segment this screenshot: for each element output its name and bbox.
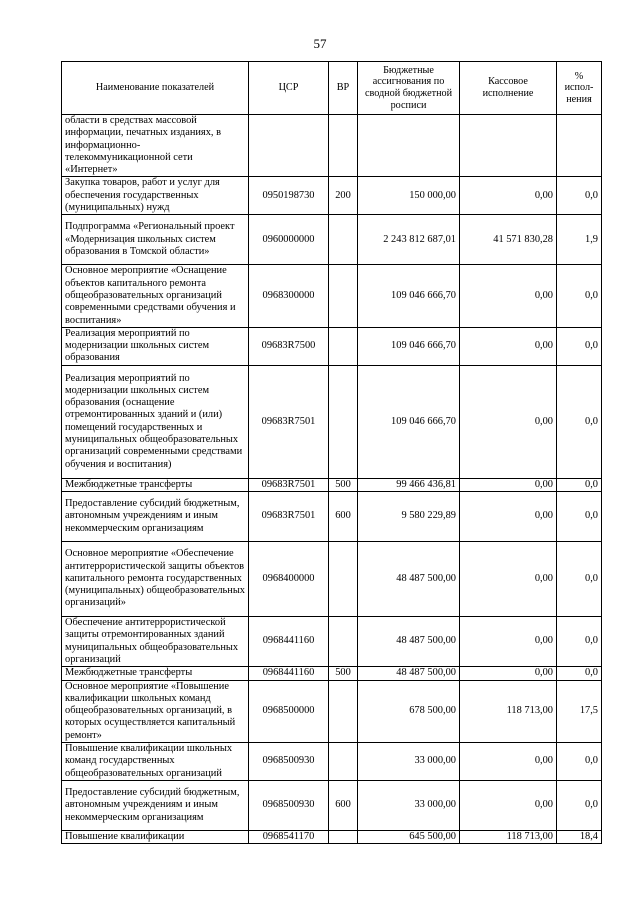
table-row — [62, 780, 602, 830]
row-name: Реализация мероприятий по модернизации школьных систем образования (оснащение отремонтированных зданий и (или) помещений государственных и муниципальных общеобразовательных организаций современными средствами обучения и воспитания) — [62, 365, 249, 478]
row-csr: 0968441160 — [249, 667, 329, 680]
row-vr — [329, 542, 358, 617]
row-name: Повышение квалификации школьных команд государственных общеобразовательных организаций — [62, 743, 249, 781]
row-csr: 0950198730 — [249, 177, 329, 215]
row-vr: 600 — [329, 780, 358, 830]
header-percent: % испол-нения — [557, 62, 602, 115]
header-execution: Кассовое исполнение — [460, 62, 557, 115]
row-percent: 0,0 — [557, 667, 602, 680]
row-vr — [329, 327, 358, 365]
row-percent: 0,0 — [557, 265, 602, 327]
table-row — [62, 265, 602, 327]
row-csr: 0968400000 — [249, 542, 329, 617]
table-row — [62, 542, 602, 617]
row-assignments: 2 243 812 687,01 — [358, 215, 460, 265]
header-assignments: Бюджетные ассигнования по сводной бюджетной росписи — [358, 62, 460, 115]
row-vr — [329, 115, 358, 177]
table-row — [62, 830, 602, 843]
row-assignments: 645 500,00 — [358, 830, 460, 843]
table-row — [62, 492, 602, 542]
row-execution: 0,00 — [460, 365, 557, 478]
row-percent: 0,0 — [557, 478, 602, 491]
row-percent: 1,9 — [557, 215, 602, 265]
row-vr: 500 — [329, 478, 358, 491]
header-csr: ЦСР — [249, 62, 329, 115]
row-assignments: 48 487 500,00 — [358, 542, 460, 617]
row-assignments: 109 046 666,70 — [358, 365, 460, 478]
header-vr: ВР — [329, 62, 358, 115]
row-csr: 09683R7501 — [249, 492, 329, 542]
row-name: Повышение квалификации — [62, 830, 249, 843]
table-row — [62, 115, 602, 177]
row-execution: 0,00 — [460, 667, 557, 680]
row-csr: 0968300000 — [249, 265, 329, 327]
row-percent: 0,0 — [557, 743, 602, 781]
table-row — [62, 215, 602, 265]
row-csr: 0968500930 — [249, 780, 329, 830]
row-vr: 500 — [329, 667, 358, 680]
row-percent: 0,0 — [557, 177, 602, 215]
row-execution: 0,00 — [460, 265, 557, 327]
header-row — [62, 62, 602, 115]
row-percent: 0,0 — [557, 617, 602, 667]
row-csr: 09683R7501 — [249, 478, 329, 491]
table-row — [62, 327, 602, 365]
row-percent: 0,0 — [557, 365, 602, 478]
row-name: Подпрограмма «Региональный проект «Модернизация школьных систем образования в Томской области» — [62, 215, 249, 265]
row-assignments: 109 046 666,70 — [358, 265, 460, 327]
table-row — [62, 617, 602, 667]
row-assignments: 109 046 666,70 — [358, 327, 460, 365]
table-row — [62, 177, 602, 215]
row-assignments: 33 000,00 — [358, 780, 460, 830]
row-name: Основное мероприятие «Повышение квалификации школьных команд общеобразовательных организаций, в которых осуществляется капитальный ремонт» — [62, 680, 249, 742]
row-assignments: 48 487 500,00 — [358, 667, 460, 680]
row-assignments: 150 000,00 — [358, 177, 460, 215]
row-execution: 118 713,00 — [460, 680, 557, 742]
row-execution: 0,00 — [460, 780, 557, 830]
row-name: Межбюджетные трансферты — [62, 478, 249, 491]
row-csr: 09683R7501 — [249, 365, 329, 478]
row-execution: 0,00 — [460, 478, 557, 491]
row-execution: 0,00 — [460, 492, 557, 542]
row-csr: 0968500930 — [249, 743, 329, 781]
row-csr: 0968500000 — [249, 680, 329, 742]
row-name: Предоставление субсидий бюджетным, автономным учреждениям и иным некоммерческим организациям — [62, 492, 249, 542]
row-csr: 0968441160 — [249, 617, 329, 667]
row-csr: 0968541170 — [249, 830, 329, 843]
row-percent: 18,4 — [557, 830, 602, 843]
row-execution: 0,00 — [460, 617, 557, 667]
row-execution: 0,00 — [460, 743, 557, 781]
row-vr: 200 — [329, 177, 358, 215]
row-vr — [329, 743, 358, 781]
row-csr: 09683R7500 — [249, 327, 329, 365]
row-percent: 17,5 — [557, 680, 602, 742]
row-assignments: 99 466 436,81 — [358, 478, 460, 491]
row-execution: 41 571 830,28 — [460, 215, 557, 265]
table-row — [62, 680, 602, 742]
row-assignments: 33 000,00 — [358, 743, 460, 781]
row-execution — [460, 115, 557, 177]
table-row — [62, 667, 602, 680]
row-assignments: 48 487 500,00 — [358, 617, 460, 667]
row-name: Основное мероприятие «Оснащение объектов капитального ремонта общеобразовательных организаций современными средствами обучения и воспитания» — [62, 265, 249, 327]
row-vr — [329, 830, 358, 843]
row-assignments: 9 580 229,89 — [358, 492, 460, 542]
row-vr — [329, 617, 358, 667]
row-vr — [329, 365, 358, 478]
row-vr: 600 — [329, 492, 358, 542]
row-vr — [329, 680, 358, 742]
row-csr: 0960000000 — [249, 215, 329, 265]
row-assignments: 678 500,00 — [358, 680, 460, 742]
row-assignments — [358, 115, 460, 177]
row-csr — [249, 115, 329, 177]
row-name: Межбюджетные трансферты — [62, 667, 249, 680]
row-name: Обеспечение антитеррористической защиты отремонтированных зданий муниципальных общеобразовательных организаций — [62, 617, 249, 667]
row-execution: 118 713,00 — [460, 830, 557, 843]
row-percent: 0,0 — [557, 780, 602, 830]
table-row — [62, 743, 602, 781]
row-percent: 0,0 — [557, 327, 602, 365]
header-name: Наименование показателей — [62, 62, 249, 115]
row-name: Предоставление субсидий бюджетным, автономным учреждениям и иным некоммерческим организациям — [62, 780, 249, 830]
row-execution: 0,00 — [460, 327, 557, 365]
table-row — [62, 478, 602, 491]
row-name: Реализация мероприятий по модернизации школьных систем образования — [62, 327, 249, 365]
row-execution: 0,00 — [460, 542, 557, 617]
row-vr — [329, 265, 358, 327]
page-number: 57 — [313, 36, 327, 51]
row-name: Основное мероприятие «Обеспечение антитеррористической защиты объектов капитального ремонта государственных (муниципальных) общеобразовательных организаций» — [62, 542, 249, 617]
row-percent: 0,0 — [557, 492, 602, 542]
row-execution: 0,00 — [460, 177, 557, 215]
table-row — [62, 365, 602, 478]
budget-table — [61, 61, 602, 844]
row-percent — [557, 115, 602, 177]
row-name: области в средствах массовой информации, печатных изданиях, в информационно-телекоммуникационной сети «Интернет» — [62, 115, 249, 177]
row-percent: 0,0 — [557, 542, 602, 617]
row-vr — [329, 215, 358, 265]
row-name: Закупка товаров, работ и услуг для обеспечения государственных (муниципальных) нужд — [62, 177, 249, 215]
